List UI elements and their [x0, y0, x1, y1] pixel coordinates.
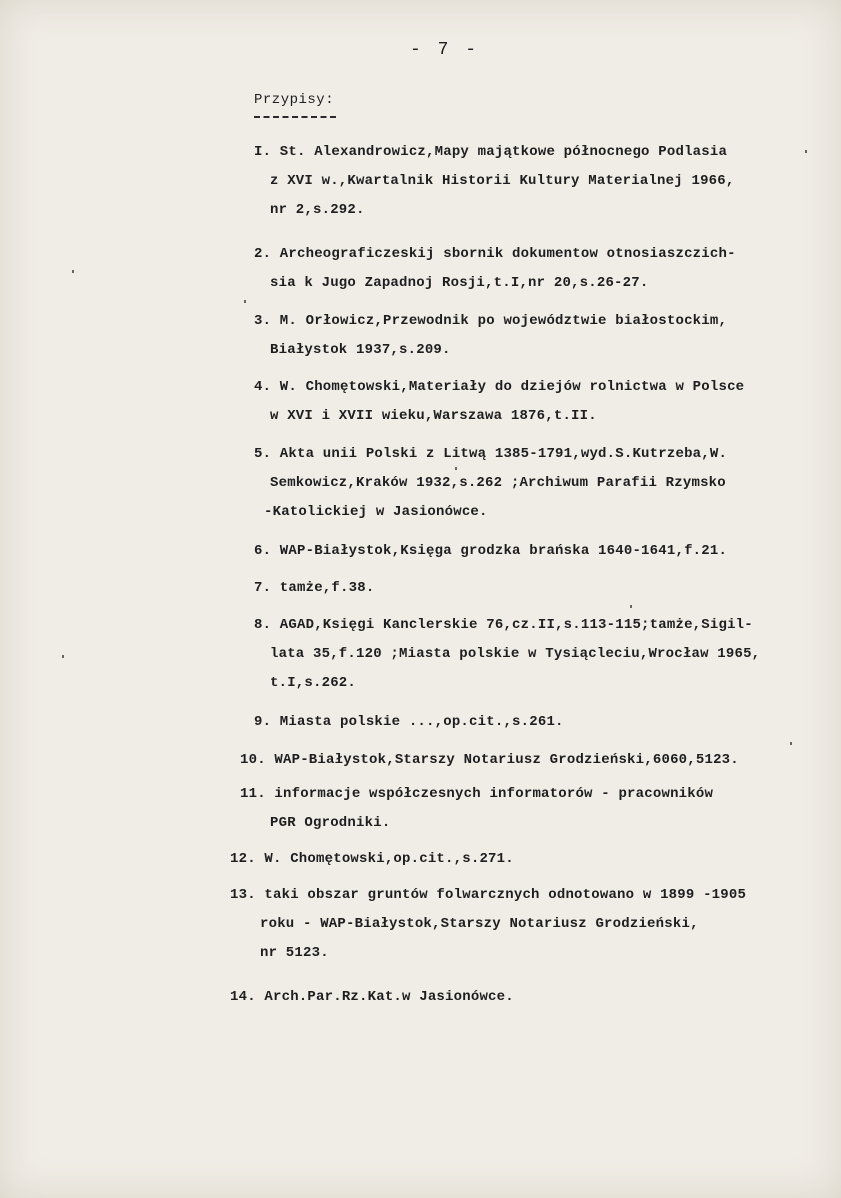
footnote-line: lata 35,f.120 ;Miasta polskie w Tysiącleciu,Wrocław 1965,	[270, 646, 761, 662]
footnote-line: roku - WAP-Białystok,Starszy Notariusz Grodzieński,	[260, 916, 699, 932]
footnote-line: 8. AGAD,Księgi Kanclerskie 76,cz.II,s.113-115;tamże,Sigil-	[254, 617, 753, 633]
page-number: - 7 -	[410, 40, 480, 60]
paper-speck	[62, 655, 64, 658]
footnote-4	[254, 373, 744, 431]
footnote-7	[254, 574, 374, 603]
paper-speck	[630, 605, 632, 608]
footnote-line: nr 2,s.292.	[270, 202, 365, 218]
footnote-line: nr 5123.	[260, 945, 329, 961]
footnote-9	[254, 708, 564, 737]
footnote-line: 3. M. Orłowicz,Przewodnik po województwie białostockim,	[254, 313, 728, 329]
footnote-line: 12. W. Chomętowski,op.cit.,s.271.	[230, 851, 514, 867]
paper-speck	[790, 742, 792, 745]
footnote-line: 5. Akta unii Polski z Litwą 1385-1791,wyd.S.Kutrzeba,W.	[254, 446, 728, 462]
footnote-14	[230, 983, 514, 1012]
footnote-line: z XVI w.,Kwartalnik Historii Kultury Materialnej 1966,	[270, 173, 735, 189]
footnote-line: PGR Ogrodniki.	[270, 815, 391, 831]
footnote-12	[230, 845, 514, 874]
footnote-line: 2. Archeograficzeskij sbornik dokumentow otnosiaszczich-	[254, 246, 736, 262]
footnote-line: 13. taki obszar gruntów folwarcznych odnotowano w 1899 -1905	[230, 887, 747, 903]
footnotes-heading: Przypisy:	[254, 92, 335, 108]
footnote-line: -Katolickiej w Jasionówce.	[264, 504, 488, 520]
footnote-line: t.I,s.262.	[270, 675, 357, 691]
footnote-6	[254, 537, 727, 566]
footnote-line: 10. WAP-Białystok,Starszy Notariusz Grodzieński,6060,5123.	[240, 752, 739, 768]
footnote-line: I. St. Alexandrowicz,Mapy majątkowe północnego Podlasia	[254, 144, 728, 160]
footnote-1	[254, 138, 734, 225]
footnote-line: 14. Arch.Par.Rz.Kat.w Jasionówce.	[230, 989, 514, 1005]
paper-speck	[455, 467, 457, 470]
heading-underline	[254, 116, 336, 118]
footnote-2	[254, 240, 736, 298]
footnote-13	[230, 881, 746, 968]
footnote-line: 11. informacje współczesnych informatorów - pracowników	[240, 786, 714, 802]
footnote-line: Semkowicz,Kraków 1932,s.262 ;Archiwum Parafii Rzymsko	[270, 475, 726, 491]
footnote-line: 4. W. Chomętowski,Materiały do dziejów rolnictwa w Polsce	[254, 379, 745, 395]
footnote-line: 9. Miasta polskie ...,op.cit.,s.261.	[254, 714, 564, 730]
footnote-3	[254, 307, 727, 365]
footnote-line: 6. WAP-Białystok,Księga grodzka brańska 1640-1641,f.21.	[254, 543, 728, 559]
footnote-line: w XVI i XVII wieku,Warszawa 1876,t.II.	[270, 408, 597, 424]
footnote-line: sia k Jugo Zapadnoj Rosji,t.I,nr 20,s.26-27.	[270, 275, 649, 291]
paper-speck	[805, 150, 807, 153]
footnote-5	[254, 440, 727, 527]
footnote-10	[240, 746, 739, 775]
footnote-11	[240, 780, 713, 838]
footnote-line: Białystok 1937,s.209.	[270, 342, 451, 358]
footnote-line: 7. tamże,f.38.	[254, 580, 375, 596]
paper-speck	[244, 300, 246, 303]
footnote-8	[254, 611, 760, 698]
paper-speck	[72, 270, 74, 273]
